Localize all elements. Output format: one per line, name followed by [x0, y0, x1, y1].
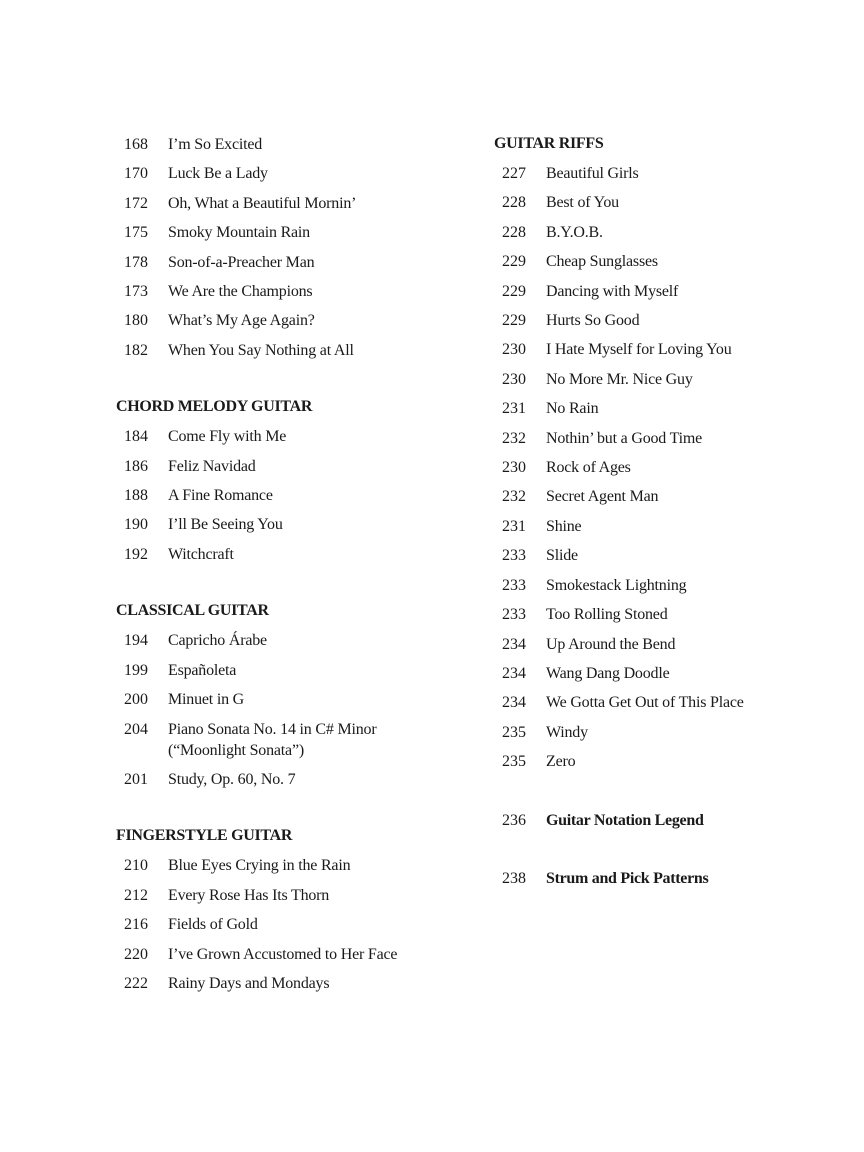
song-title: I’ll Be Seeing You [168, 516, 283, 534]
song-title: Cheap Sunglasses [546, 253, 658, 271]
section-heading: GUITAR RIFFS [494, 135, 604, 152]
song-title-block [168, 715, 456, 765]
toc-entry[interactable] [116, 910, 456, 939]
right-column [494, 130, 814, 893]
page-number: 178 [124, 253, 148, 271]
toc-entry[interactable] [494, 718, 814, 747]
song-title: Capricho Árabe [168, 632, 267, 650]
song-title: Fields of Gold [168, 916, 258, 934]
page-number: 168 [124, 136, 148, 153]
toc-entry[interactable] [116, 656, 456, 685]
page-number: 235 [502, 723, 526, 741]
page-number: 216 [124, 916, 148, 934]
section-guitar-riffs [494, 130, 814, 777]
section-heading: CLASSICAL GUITAR [116, 602, 269, 620]
page-number: 230 [502, 341, 526, 359]
section-classical-guitar [116, 597, 456, 794]
page-number: 234 [502, 664, 526, 682]
page-number: 192 [124, 545, 148, 563]
toc-entry[interactable] [494, 630, 814, 659]
toc-entry[interactable] [116, 510, 456, 539]
song-title: Dancing with Myself [546, 282, 679, 300]
song-title: Zero [546, 753, 576, 771]
page-number: 204 [124, 720, 148, 738]
song-title: Smokestack Lightning [546, 576, 687, 594]
song-title: Study, Op. 60, No. 7 [168, 770, 296, 788]
song-title: No Rain [546, 400, 599, 418]
song-title: Shine [546, 517, 582, 535]
page-number: 228 [502, 194, 526, 212]
toc-entry[interactable] [116, 715, 456, 765]
song-title: Luck Be a Lady [168, 165, 268, 183]
song-title: Rock of Ages [546, 459, 631, 477]
page-number: 200 [124, 691, 148, 709]
song-subtitle: (“Moonlight Sonata”) [168, 741, 304, 759]
song-title: Best of You [546, 194, 619, 212]
page-number: 233 [502, 547, 526, 565]
toc-entry[interactable] [116, 940, 456, 969]
toc-entry-strum-patterns[interactable] [494, 864, 814, 893]
page-number: 194 [124, 632, 148, 650]
toc-entry[interactable] [116, 159, 456, 188]
toc-entry[interactable] [494, 571, 814, 600]
section-chord-melody-guitar [116, 393, 456, 569]
toc-entry[interactable] [494, 600, 814, 629]
toc-entry[interactable] [494, 512, 814, 541]
continued-section [116, 130, 456, 365]
song-title: Feliz Navidad [168, 457, 256, 475]
toc-entry[interactable] [494, 482, 814, 511]
song-title: Beautiful Girls [546, 165, 639, 182]
section-title: Strum and Pick Patterns [546, 869, 709, 887]
toc-entry[interactable] [116, 306, 456, 335]
song-title: We Gotta Get Out of This Place [546, 694, 744, 712]
toc-entry[interactable] [494, 365, 814, 394]
page-number: 201 [124, 770, 148, 788]
page-number: 236 [502, 811, 526, 829]
toc-entry[interactable] [494, 188, 814, 217]
page-number: 228 [502, 223, 526, 241]
song-title: When You Say Nothing at All [168, 341, 354, 359]
page-number: 180 [124, 312, 148, 330]
page-number: 233 [502, 576, 526, 594]
song-title: Son-of-a-Preacher Man [168, 253, 315, 271]
left-column [116, 130, 456, 998]
song-title: What’s My Age Again? [168, 312, 315, 330]
page-number: 186 [124, 457, 148, 475]
toc-entry[interactable] [494, 453, 814, 482]
song-title: B.Y.O.B. [546, 223, 603, 241]
page-number: 234 [502, 694, 526, 712]
toc-entry[interactable] [494, 159, 814, 188]
page-number: 190 [124, 516, 148, 534]
toc-entry[interactable] [116, 969, 456, 998]
song-title: Hurts So Good [546, 312, 640, 330]
song-title: Up Around the Bend [546, 635, 676, 653]
song-title: I’ve Grown Accustomed to Her Face [168, 945, 398, 963]
song-title: Secret Agent Man [546, 488, 659, 506]
toc-entry[interactable] [116, 851, 456, 880]
toc-entry[interactable] [116, 189, 456, 218]
toc-entry[interactable] [494, 541, 814, 570]
page-number: 175 [124, 224, 148, 242]
page-number: 231 [502, 400, 526, 418]
toc-entry[interactable] [494, 424, 814, 453]
page-number: 231 [502, 517, 526, 535]
song-title: Españoleta [168, 661, 237, 679]
toc-entry[interactable] [116, 130, 456, 159]
toc-entry[interactable] [116, 422, 456, 451]
song-title: Piano Sonata No. 14 in C# Minor [168, 720, 377, 738]
toc-entry[interactable] [494, 659, 814, 688]
song-title: Come Fly with Me [168, 428, 287, 446]
toc-entry[interactable] [116, 626, 456, 655]
song-title: I’m So Excited [168, 136, 263, 153]
page-number: 184 [124, 428, 148, 446]
page-number: 232 [502, 488, 526, 506]
song-title: Blue Eyes Crying in the Rain [168, 857, 351, 875]
toc-entry[interactable] [116, 277, 456, 306]
page-number: 199 [124, 661, 148, 679]
song-title: Too Rolling Stoned [546, 606, 668, 624]
toc-entry[interactable] [116, 685, 456, 714]
page-number: 210 [124, 857, 148, 875]
page-number: 233 [502, 606, 526, 624]
toc-entry[interactable] [494, 335, 814, 364]
page-number: 230 [502, 459, 526, 477]
toc-entry[interactable] [116, 540, 456, 569]
toc-entry[interactable] [494, 218, 814, 247]
toc-entry[interactable] [116, 481, 456, 510]
page-number: 235 [502, 753, 526, 771]
song-title: Windy [546, 723, 588, 741]
section-fingerstyle-guitar [116, 822, 456, 998]
toc-entry-notation-legend[interactable] [494, 806, 814, 835]
page-number: 188 [124, 487, 148, 505]
toc-entry[interactable] [116, 218, 456, 247]
song-title: No More Mr. Nice Guy [546, 370, 693, 388]
page-number: 173 [124, 283, 148, 301]
song-title: Wang Dang Doodle [546, 664, 670, 682]
page-number: 232 [502, 429, 526, 447]
section-heading: CHORD MELODY GUITAR [116, 398, 313, 416]
song-title: A Fine Romance [168, 487, 273, 505]
toc-entry[interactable] [494, 394, 814, 423]
page-number: 229 [502, 253, 526, 271]
toc-entry[interactable] [494, 747, 814, 776]
page-number: 234 [502, 635, 526, 653]
page-number: 227 [502, 165, 526, 182]
song-title: I Hate Myself for Loving You [546, 341, 732, 359]
toc-entry[interactable] [116, 765, 456, 794]
page-number: 229 [502, 282, 526, 300]
page-number: 230 [502, 370, 526, 388]
toc-entry[interactable] [116, 248, 456, 277]
toc-entry[interactable] [116, 336, 456, 365]
toc-entry[interactable] [494, 277, 814, 306]
page-number: 220 [124, 945, 148, 963]
toc-entry[interactable] [494, 688, 814, 717]
page-number: 172 [124, 194, 148, 212]
page-number: 182 [124, 341, 148, 359]
song-title: Every Rose Has Its Thorn [168, 886, 330, 904]
song-title: Rainy Days and Mondays [168, 974, 330, 992]
song-title: Witchcraft [168, 545, 234, 563]
toc-entry[interactable] [494, 247, 814, 276]
section-heading: FINGERSTYLE GUITAR [116, 827, 293, 845]
song-title: Minuet in G [168, 691, 245, 709]
song-title: Slide [546, 547, 578, 565]
song-title: Oh, What a Beautiful Mornin’ [168, 194, 357, 212]
toc-entry[interactable] [116, 452, 456, 481]
page-number: 238 [502, 869, 526, 887]
page-number: 229 [502, 312, 526, 330]
page-number: 212 [124, 886, 148, 904]
section-title: Guitar Notation Legend [546, 811, 704, 829]
song-title: Nothin’ but a Good Time [546, 429, 703, 447]
song-title: Smoky Mountain Rain [168, 224, 310, 242]
toc-entry[interactable] [116, 881, 456, 910]
toc-entry[interactable] [494, 306, 814, 335]
song-title: We Are the Champions [168, 283, 313, 301]
page-number: 222 [124, 974, 148, 992]
page-number: 170 [124, 165, 148, 183]
